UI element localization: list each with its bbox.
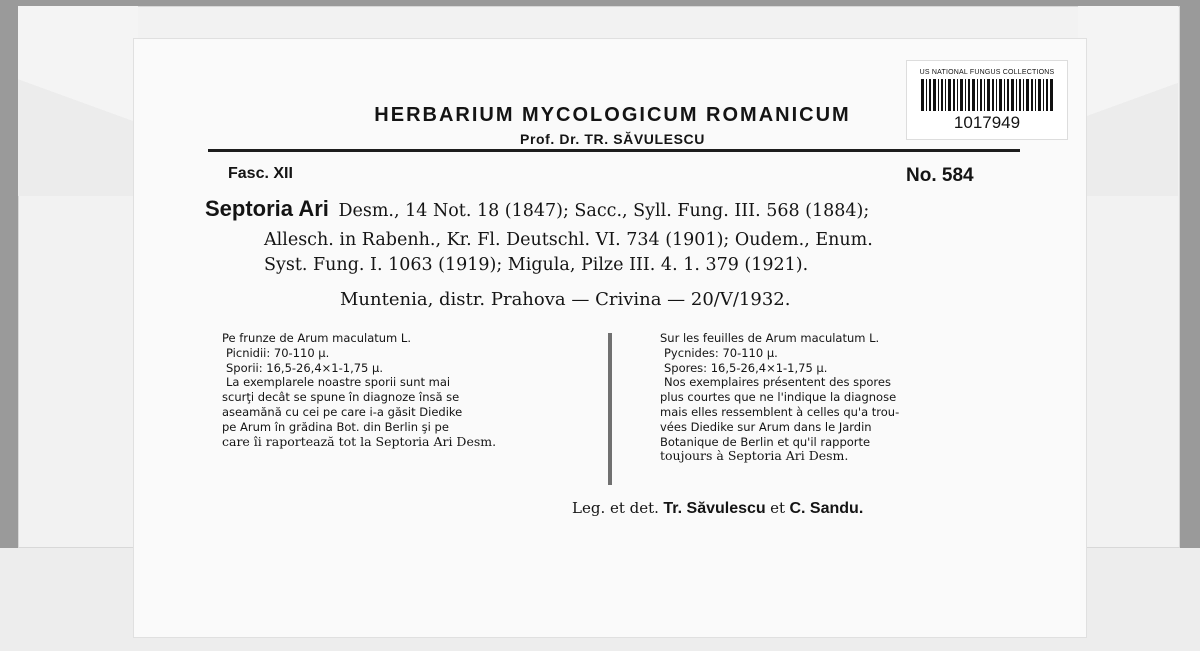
species-name: Septoria Ari <box>205 196 329 221</box>
ro-spores: Sporii: 16,5-26,4×1-1,75 μ. <box>226 360 383 375</box>
collectors-conj: et <box>770 499 786 517</box>
ro-note-line: care îi raportează tot la Septoria Ari Desm. <box>222 433 497 449</box>
fr-note-line: plus courtes que ne l'indique la diagnose <box>660 390 897 405</box>
ro-note-line: pe Arum în grădina Bot. din Berlin şi pe <box>222 419 449 434</box>
fr-note-line: vées Diedike sur Arum dans le Jardin <box>660 419 872 434</box>
collectors-line <box>572 499 863 518</box>
french-description <box>660 331 899 464</box>
envelope-flap-left <box>18 6 138 196</box>
citation-text-1: Desm., 14 Not. 18 (1847); Sacc., Syll. Fung. III. 568 (1884); <box>338 201 870 221</box>
species-citation-line2: Allesch. in Rabenh., Kr. Fl. Deutschl. VI. 734 (1901); Oudem., Enum. <box>264 230 873 250</box>
romanian-description <box>222 331 496 449</box>
fr-note-line: toujours à Septoria Ari Desm. <box>660 448 849 464</box>
ro-note-line: scurţi decât se spune în diagnoze însă se <box>222 390 460 405</box>
fascicle-label: Fasc. XII <box>228 165 293 182</box>
header-rule <box>208 149 1020 152</box>
barcode-number: 1017949 <box>953 113 1021 132</box>
column-divider <box>608 333 612 485</box>
fr-note-line: mais elles ressemblent à celles qu'a trou- <box>660 404 900 419</box>
barcode-icon <box>921 79 1053 111</box>
herbarium-editor: Prof. Dr. TR. SĂVULESCU <box>520 131 705 147</box>
barcode-label <box>906 60 1068 140</box>
collector-2: C. Sandu. <box>789 500 864 517</box>
fr-note-line: Botanique de Berlin et qu'il rapporte <box>660 434 871 449</box>
fr-spores: Spores: 16,5-26,4×1-1,75 μ. <box>664 360 828 375</box>
collectors-prefix: Leg. et det. <box>572 499 659 517</box>
fr-pycnides: Pycnides: 70-110 μ. <box>664 345 778 360</box>
ro-pycnidia: Picnidii: 70-110 μ. <box>226 345 330 360</box>
fr-host: Sur les feuilles de Arum maculatum L. <box>660 331 880 345</box>
locality: Muntenia, distr. Prahova — Crivina — 20/V/1932. <box>340 289 791 310</box>
barcode-title: US NATIONAL FUNGUS COLLECTIONS <box>919 69 1055 76</box>
specimen-number: No. 584 <box>906 165 974 186</box>
herbarium-title: HERBARIUM MYCOLOGICUM ROMANICUM <box>374 104 851 126</box>
fr-note-line: Nos exemplaires présentent des spores <box>664 375 891 390</box>
species-citation-line1 <box>205 196 869 222</box>
collector-1: Tr. Săvulescu <box>663 500 766 517</box>
ro-note-line: aseamănă cu cei pe care i-a găsit Diedike <box>222 404 463 419</box>
species-citation-line3: Syst. Fung. I. 1063 (1919); Migula, Pilze III. 4. 1. 379 (1921). <box>264 255 809 275</box>
envelope-flap-right <box>1078 6 1178 196</box>
ro-note-line: La exemplarele noastre sporii sunt mai <box>226 375 451 390</box>
ro-host: Pe frunze de Arum maculatum L. <box>222 331 411 345</box>
